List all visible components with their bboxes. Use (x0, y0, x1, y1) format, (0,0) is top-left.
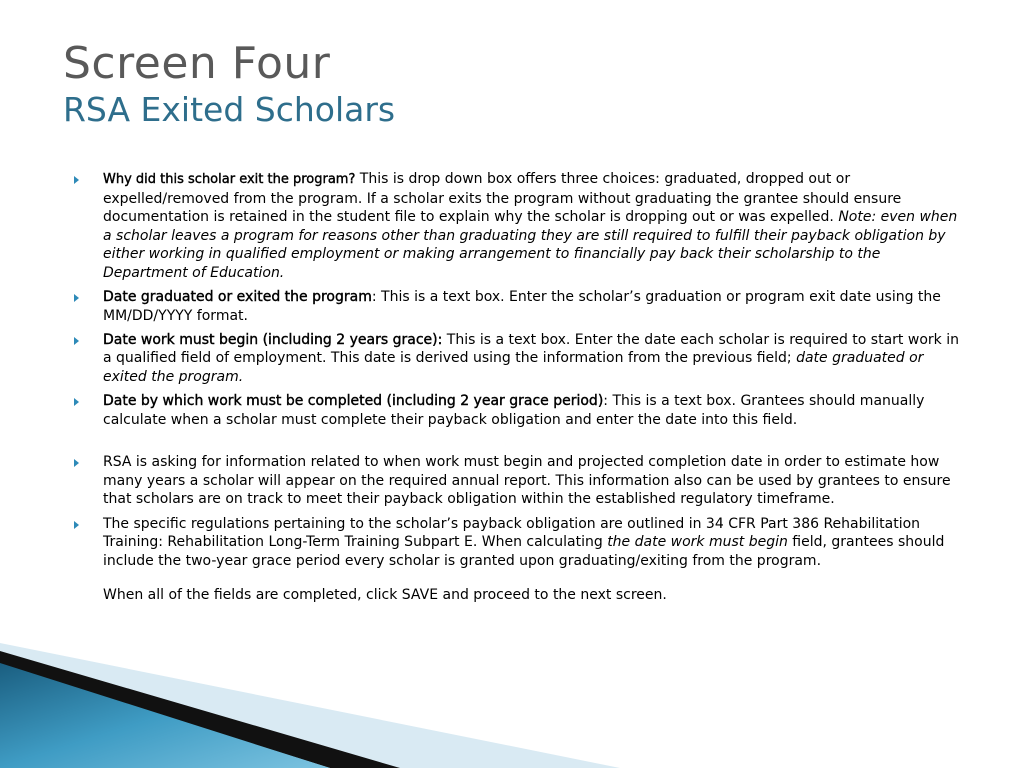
bullet-lead: Date graduated or exited the program (103, 289, 372, 306)
bullet-lead: Why did this scholar exit the program? (103, 172, 356, 187)
bullet-text: The specific regulations pertaining to the scholar’s payback obligation are outlined in 34 CFR Part 386 Rehabilitation Training: Rehabilitation Long-Term Training Subpart E. When calculating (103, 515, 921, 551)
bullet-arrow-icon (74, 337, 79, 345)
bullet-rsa-info (74, 453, 964, 509)
bullet-italic-ref: date graduated or exited the program. (103, 350, 924, 385)
bullet-work-begin (74, 331, 964, 387)
slide-body (74, 170, 964, 605)
bullet-work-completed (74, 392, 964, 429)
slide-title-block (63, 38, 395, 130)
bullet-note: Note: even when a scholar leaves a program for reasons other than graduating they are still required to fulfill their payback obligation by either working in qualified employment or making arrangement to financially pay back their scholarship to the Department of Education. (103, 209, 958, 281)
bullet-regulations (74, 515, 964, 571)
bullet-arrow-icon (74, 398, 79, 406)
bullet-italic-ref: the date work must begin (607, 534, 788, 551)
bullet-arrow-icon (74, 176, 79, 184)
wave-decoration (0, 643, 620, 768)
bullet-date-graduated (74, 288, 964, 325)
bullet-text: : This is a text box. Grantees should manually calculate when a scholar must complete their payback obligation and enter the date into this field. (103, 393, 925, 428)
bullet-arrow-icon (74, 459, 79, 467)
bullet-exit-reason (74, 170, 964, 283)
slide-title: Screen Four (63, 38, 331, 89)
closing-instruction: When all of the fields are completed, click SAVE and proceed to the next screen. (103, 587, 667, 604)
bullet-lead: Date by which work must be completed (including 2 year grace period) (103, 393, 604, 410)
bullet-text: This is a text box. Enter the date each scholar is required to start work in a qualified field of employment. This date is derived using the information from the previous field; (103, 331, 959, 367)
bullet-text: : This is a text box. Enter the scholar’s graduation or program exit date using the MM/DD/YYYY format. (103, 289, 941, 324)
bullet-lead: Date work must begin (including 2 years grace): (103, 331, 443, 348)
bullet-text: RSA is asking for information related to when work must begin and projected completion date in order to estimate how many years a scholar will appear on the required annual report. This information also can be used by grantees to ensure that scholars are on track to meet their payback obligation within the established regulatory timeframe. (103, 454, 951, 508)
bullet-text: This is drop down box offers three choices: graduated, dropped out or expelled/removed from the program. If a scholar exits the program without graduating the grantee should ensure documentation is retained in the student file to explain why the scholar is dropping out or was expelled. (103, 171, 902, 226)
bullet-text: field, grantees should include the two-year grace period every scholar is granted upon graduating/exiting from the program. (103, 534, 945, 569)
bullet-arrow-icon (74, 521, 79, 529)
slide-subtitle: RSA Exited Scholars (63, 90, 396, 129)
bullet-arrow-icon (74, 294, 79, 302)
